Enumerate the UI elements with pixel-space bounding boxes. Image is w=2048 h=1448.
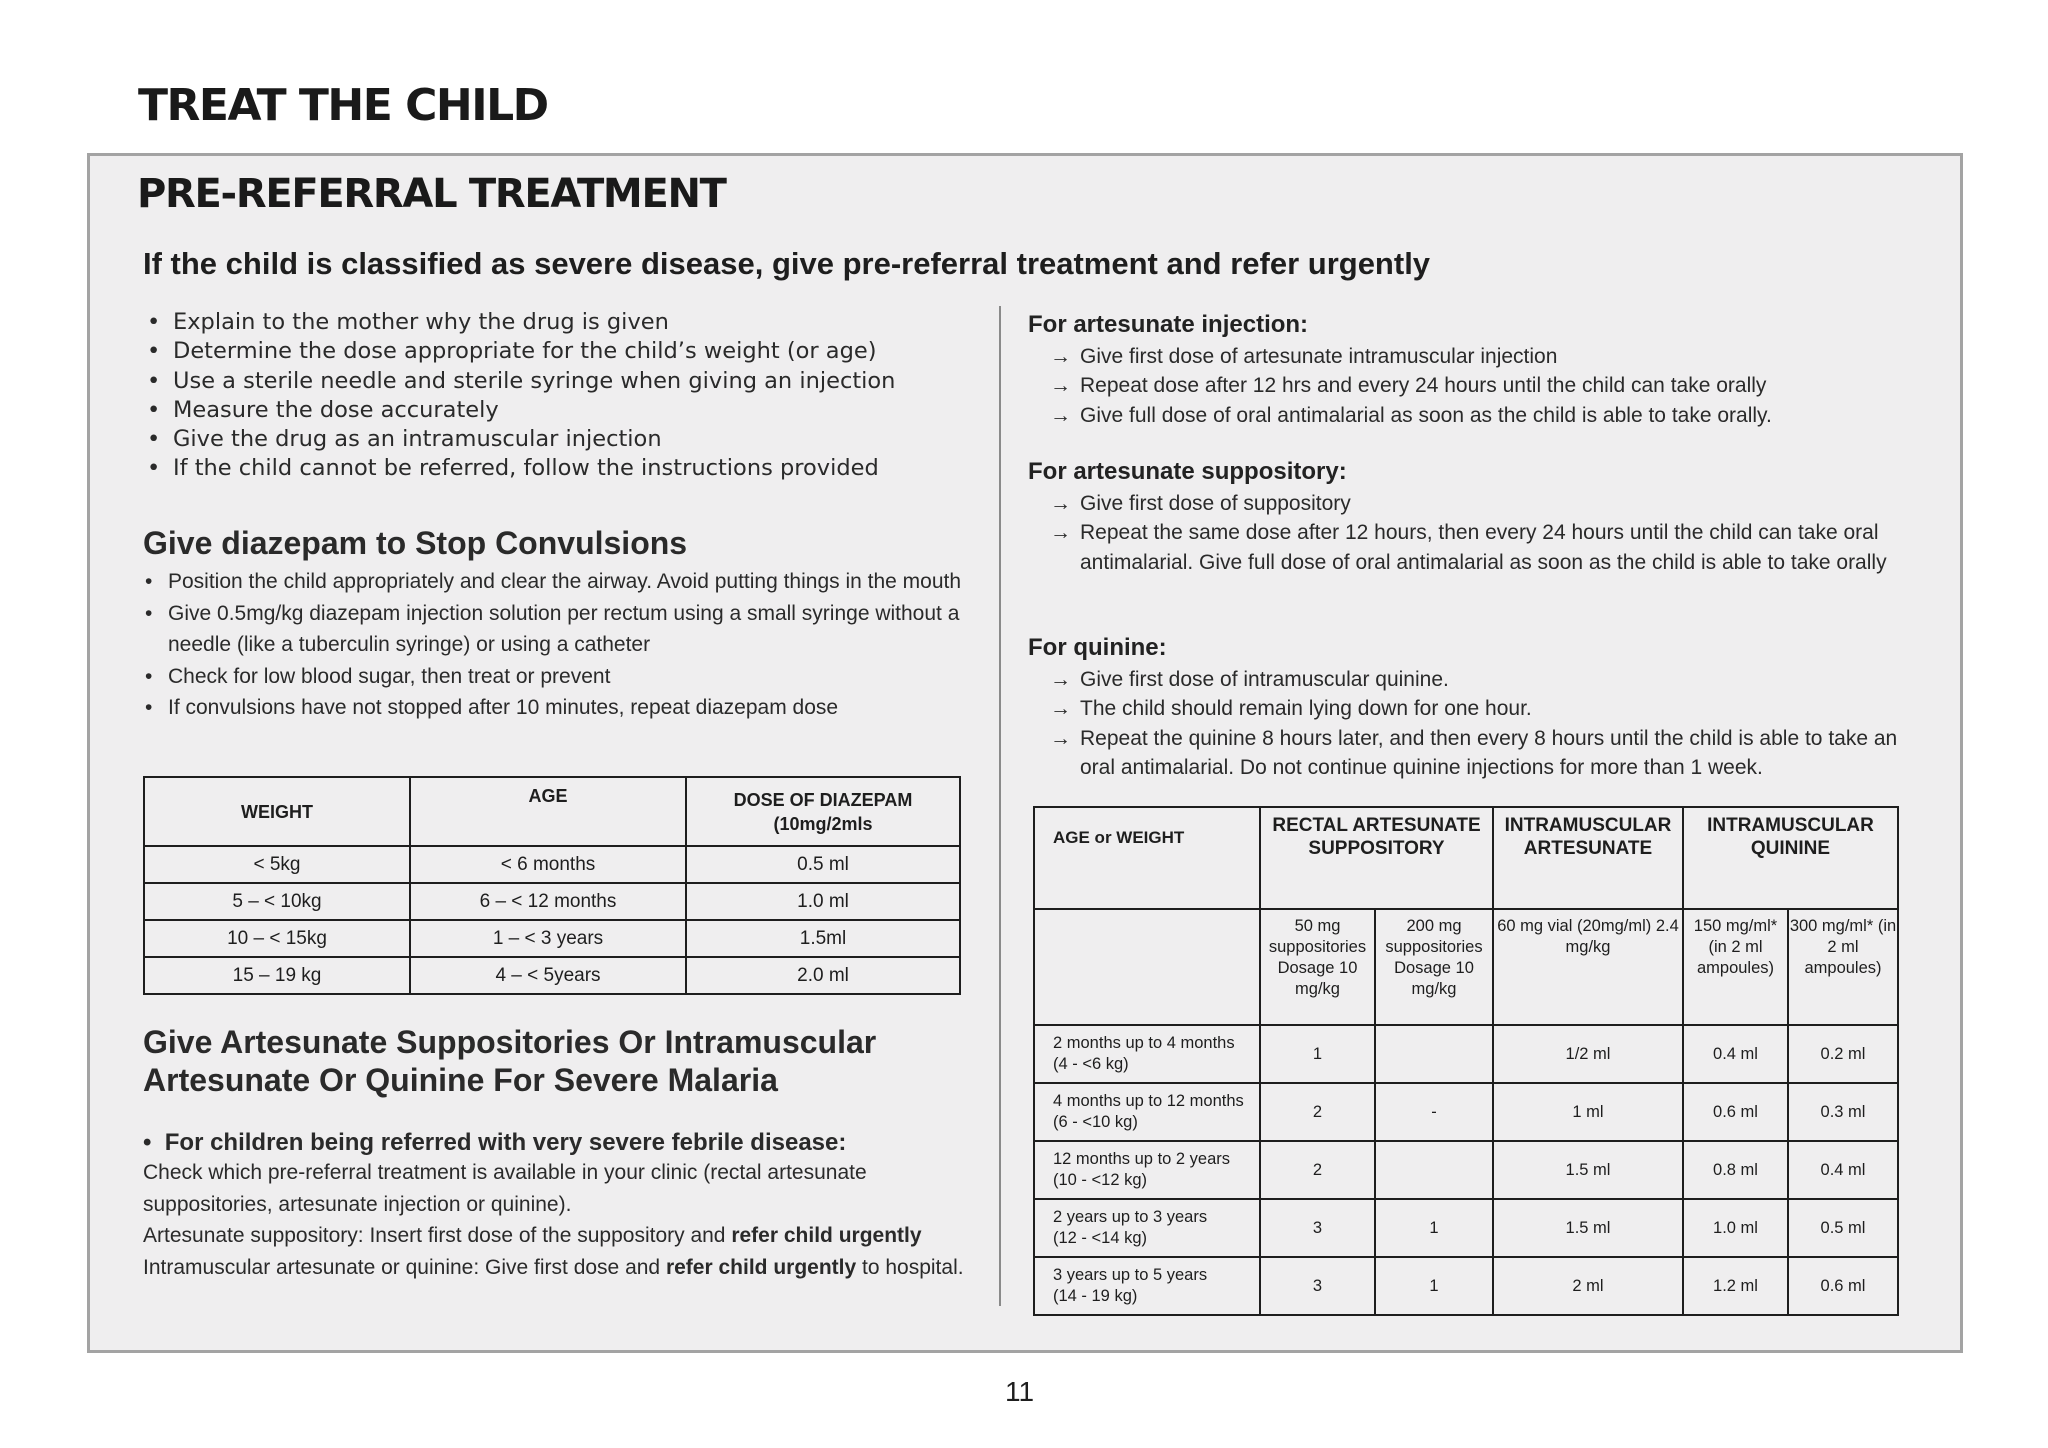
intramuscular-instruction-tail: to hospital. <box>856 1255 964 1279</box>
artesunate-suppository-steps <box>1050 489 1910 577</box>
list-item: → Repeat dose after 12 hrs and every 24 hours until the child can take orally <box>1050 371 1910 400</box>
row-label <box>1034 1083 1260 1141</box>
table-cell: 1 <box>1260 1025 1375 1083</box>
table-cell: 1 – < 3 years <box>410 920 686 957</box>
table-row <box>144 883 960 920</box>
list-item: • If convulsions have not stopped after 10 minutes, repeat diazepam dose <box>143 692 973 724</box>
table-header-dose: DOSE OF DIAZEPAM (10mg/2mls <box>686 777 960 846</box>
row-label <box>1034 1025 1260 1083</box>
table-cell: 0.5 ml <box>686 846 960 883</box>
table-row <box>1034 1141 1898 1199</box>
list-item: → Give full dose of oral antimalarial as soon as the child is able to take orally. <box>1050 401 1910 430</box>
page-number: 11 <box>1005 1376 1035 1407</box>
row-label <box>1034 1141 1260 1199</box>
table-cell: 0.6 ml <box>1788 1257 1898 1315</box>
artesunate-guidance <box>143 1129 983 1283</box>
list-item: • Position the child appropriately and clear the airway. Avoid putting things in the mouth <box>143 566 973 598</box>
row-label <box>1034 1199 1260 1257</box>
table-cell: 1.5ml <box>686 920 960 957</box>
table-cell: 3 <box>1260 1199 1375 1257</box>
table-cell: 3 <box>1260 1257 1375 1315</box>
list-item: • Determine the dose appropriate for the child’s weight (or age) <box>143 337 983 366</box>
list-item: • If the child cannot be referred, follow the instructions provided <box>143 454 983 483</box>
suppository-instruction <box>143 1220 983 1252</box>
list-item: → Repeat the same dose after 12 hours, then every 24 hours until the child can take oral antimalarial. Give full dose of oral antimalarial as soon as the child is able to take orally <box>1050 518 1910 577</box>
table-cell: 0.4 ml <box>1788 1141 1898 1199</box>
refer-urgently-emphasis: refer child urgently <box>731 1224 922 1247</box>
list-item: • Give 0.5mg/kg diazepam injection solution per rectum using a small syringe without a needle (like a tuberculin syringe) or using a catheter <box>143 598 973 661</box>
table-cell: 1.5 ml <box>1493 1199 1683 1257</box>
table-cell: 0.6 ml <box>1683 1083 1788 1141</box>
table-cell: 1.0 ml <box>686 883 960 920</box>
malaria-dose-table <box>1033 806 1899 1316</box>
list-item: • Measure the dose accurately <box>143 396 983 425</box>
intramuscular-instruction-text: Intramuscular artesunate or quinine: Give first dose and <box>143 1255 666 1279</box>
table-cell <box>1375 1141 1493 1199</box>
table-header-age-weight: AGE or WEIGHT <box>1034 807 1260 909</box>
row-age: 2 years up to 3 years <box>1053 1207 1208 1226</box>
diazepam-bullet-list <box>143 566 973 724</box>
table-cell: 5 – < 10kg <box>144 883 410 920</box>
table-cell <box>1375 1025 1493 1083</box>
table-row <box>1034 1083 1898 1141</box>
subheader-150mg: 150 mg/ml* (in 2 ml ampoules) <box>1683 909 1788 1025</box>
section-title: PRE-REFERRAL TREATMENT <box>137 171 726 217</box>
table-cell: 0.4 ml <box>1683 1025 1788 1083</box>
table-row <box>1034 1257 1898 1315</box>
clinic-check-text: Check which pre-referral treatment is available in your clinic (rectal artesunate suppositories, artesunate injection or quinine). <box>143 1161 867 1216</box>
table-header-im-quinine: INTRAMUSCULAR QUININE <box>1683 807 1898 909</box>
table-header-age: AGE <box>410 777 686 846</box>
list-item: • Check for low blood sugar, then treat or prevent <box>143 661 973 693</box>
table-cell: 2 <box>1260 1141 1375 1199</box>
table-cell: 15 – 19 kg <box>144 957 410 994</box>
table-header-im-artesunate: INTRAMUSCULAR ARTESUNATE <box>1493 807 1683 909</box>
table-row <box>144 846 960 883</box>
list-item: → Give first dose of artesunate intramuscular injection <box>1050 342 1910 371</box>
list-item: • Give the drug as an intramuscular injection <box>143 425 983 454</box>
table-cell: 2 <box>1260 1083 1375 1141</box>
table-row <box>1034 1025 1898 1083</box>
febrile-disease-bullet: • For children being referred with very severe febrile disease: <box>143 1129 847 1156</box>
table-cell: 1 ml <box>1493 1083 1683 1141</box>
row-age: 4 months up to 12 months <box>1053 1091 1244 1110</box>
artesunate-heading <box>143 1023 876 1099</box>
table-cell: 0.3 ml <box>1788 1083 1898 1141</box>
table-cell: 0.2 ml <box>1788 1025 1898 1083</box>
table-header-rectal: RECTAL ARTESUNATE SUPPOSITORY <box>1260 807 1493 909</box>
quinine-heading: For quinine: <box>1028 634 1167 661</box>
row-age: 3 years up to 5 years <box>1053 1265 1208 1284</box>
table-cell: < 5kg <box>144 846 410 883</box>
artesunate-injection-steps <box>1050 342 1910 430</box>
row-weight: (14 - 19 kg) <box>1053 1287 1138 1305</box>
table-cell: 1 <box>1375 1257 1493 1315</box>
row-age: 2 months up to 4 months <box>1053 1033 1235 1052</box>
intramuscular-instruction <box>143 1252 983 1284</box>
table-cell: - <box>1375 1083 1493 1141</box>
table-cell: 1/2 ml <box>1493 1025 1683 1083</box>
table-cell: 4 – < 5years <box>410 957 686 994</box>
general-bullet-list <box>143 308 983 484</box>
table-header-weight: WEIGHT <box>144 777 410 846</box>
row-weight: (6 - <10 kg) <box>1053 1113 1138 1131</box>
subheader-60mg-vial: 60 mg vial (20mg/ml) 2.4 mg/kg <box>1493 909 1683 1025</box>
artesunate-suppository-heading: For artesunate suppository: <box>1028 458 1347 485</box>
table-row <box>1034 1199 1898 1257</box>
row-weight: (12 - <14 kg) <box>1053 1229 1148 1247</box>
artesunate-injection-heading: For artesunate injection: <box>1028 311 1309 338</box>
pre-referral-panel <box>87 153 1963 1353</box>
table-cell: 0.8 ml <box>1683 1141 1788 1199</box>
table-cell: 2.0 ml <box>686 957 960 994</box>
subheader-50mg: 50 mg suppositories Dosage 10 mg/kg <box>1260 909 1375 1025</box>
list-item: → Give first dose of intramuscular quinine. <box>1050 665 1910 694</box>
refer-urgently-emphasis: refer child urgently <box>665 1255 857 1279</box>
subheader-300mg: 300 mg/ml* (in 2 ml ampoules) <box>1788 909 1898 1025</box>
list-item: → The child should remain lying down for one hour. <box>1050 694 1910 723</box>
table-row <box>144 957 960 994</box>
suppository-instruction-text: Artesunate suppository: Insert first dose of the suppository and <box>143 1224 732 1247</box>
row-label <box>1034 1257 1260 1315</box>
lead-instruction: If the child is classified as severe disease, give pre-referral treatment and refer urgently <box>143 246 1431 281</box>
table-cell: 1.2 ml <box>1683 1257 1788 1315</box>
row-age: 12 months up to 2 years <box>1053 1149 1231 1168</box>
table-cell: 1 <box>1375 1199 1493 1257</box>
table-cell-empty <box>1034 909 1260 1025</box>
list-item: → Repeat the quinine 8 hours later, and then every 8 hours until the child is able to take an oral antimalarial. Do not continue quinine injections for more than 1 week. <box>1050 724 1910 783</box>
quinine-steps <box>1050 665 1910 782</box>
febrile-disease-label: For children being referred with very severe febrile disease: <box>164 1129 847 1156</box>
table-cell: 1.0 ml <box>1683 1199 1788 1257</box>
table-cell: 6 – < 12 months <box>410 883 686 920</box>
table-cell: 10 – < 15kg <box>144 920 410 957</box>
table-cell: 1.5 ml <box>1493 1141 1683 1199</box>
row-weight: (10 - <12 kg) <box>1053 1171 1148 1189</box>
table-cell: 2 ml <box>1493 1257 1683 1315</box>
column-divider <box>999 306 1001 1306</box>
diazepam-dose-table <box>143 776 961 995</box>
row-weight: (4 - <6 kg) <box>1053 1055 1129 1073</box>
list-item: • Explain to the mother why the drug is given <box>143 308 983 337</box>
table-row <box>144 920 960 957</box>
table-cell: < 6 months <box>410 846 686 883</box>
diazepam-heading: Give diazepam to Stop Convulsions <box>143 525 688 561</box>
page-title: TREAT THE CHILD <box>138 80 548 131</box>
artesunate-heading-line1: Give Artesunate Suppositories Or Intramuscular <box>143 1024 877 1060</box>
subheader-200mg: 200 mg suppositories Dosage 10 mg/kg <box>1375 909 1493 1025</box>
artesunate-heading-line2: Artesunate Or Quinine For Severe Malaria <box>143 1062 778 1098</box>
list-item: • Use a sterile needle and sterile syringe when giving an injection <box>143 367 983 396</box>
list-item: → Give first dose of suppository <box>1050 489 1910 518</box>
table-cell: 0.5 ml <box>1788 1199 1898 1257</box>
